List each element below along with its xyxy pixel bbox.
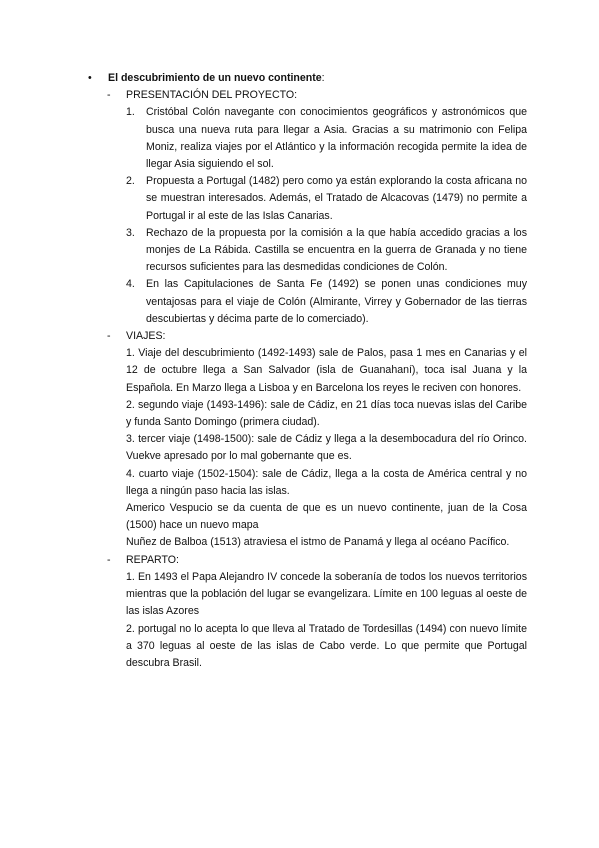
list-item	[0, 276, 599, 328]
list-item-number: 1.	[126, 106, 135, 119]
list-item-number: 3.	[126, 226, 135, 239]
list-item-text: En las Capitulaciones de Santa Fe (1492) se ponen unas condiciones muy ventajosas para el viaje de Colón (Almirante, Virrey y Gobernador de las tierras descubiertas y décima parte de lo comerciado).	[146, 278, 527, 325]
paragraph: 2. portugal no lo acepta lo que lleva al Tratado de Tordesillas (1494) con nuevo límite a 370 leguas al oeste de las islas de Cabo verde. Lo que permite que Portugal descubra Brasil.	[126, 622, 527, 669]
subheading-reparto	[0, 552, 599, 569]
presentacion-list	[0, 104, 599, 328]
paragraph: 1. En 1493 el Papa Alejandro IV concede la soberanía de todos los nuevos territorios mientras que la población del lugar se evangelizara. Límite en 100 leguas al oeste de las islas Azores	[126, 570, 527, 618]
list-item-text: Propuesta a Portugal (1482) pero como ya están explorando la costa africana no se muestran interesados. Además, el Tratado de Alcacovas (1479) no permite a Portugal ir al este de las Islas Canarias.	[146, 175, 527, 222]
bullet-icon: •	[88, 72, 92, 84]
dash-marker: -	[107, 330, 111, 343]
list-item-number: 2.	[126, 175, 135, 188]
paragraph: Americo Vespucio se da cuenta de que es un nuevo continente, juan de la Cosa (1500) hace un nuevo mapa	[126, 502, 527, 532]
dash-marker: -	[107, 553, 111, 566]
list-item	[0, 104, 599, 173]
document-content	[0, 70, 599, 672]
main-bullet	[0, 70, 599, 87]
subheading-text: VIAJES:	[126, 330, 166, 343]
paragraph: 2. segundo viaje (1493-1496): sale de Cádiz, en 21 días toca nuevas islas del Caribe y funda Santo Domingo (primera ciudad).	[126, 398, 527, 429]
paragraph: 3. tercer viaje (1498-1500): sale de Cádiz y llega a la desembocadura del río Orinco. Vuekve apresado por lo mal gobernante que es.	[126, 433, 527, 463]
paragraph: 4. cuarto viaje (1502-1504): sale de Cádiz, llega a la costa de América central y no llega a ningún paso hacia las islas.	[126, 467, 527, 497]
subheading-text: PRESENTACIÓN DEL PROYECTO:	[126, 89, 298, 102]
section-title: El descubrimiento de un nuevo continente	[108, 72, 322, 84]
paragraph: Nuñez de Balboa (1513) atraviesa el istmo de Panamá y llega al océano Pacífico.	[126, 536, 510, 549]
paragraph: 1. Viaje del descubrimiento (1492-1493) sale de Palos, pasa 1 mes en Canarias y el 12 de octubre llega a San Salvador (isla de Guanahaní), toca isal Juana y la Española. En Marzo llega a Lisboa y en Barcelona los reyes le reciven con honores.	[126, 347, 527, 394]
dash-marker: -	[107, 89, 111, 102]
list-item-text: Cristóbal Colón navegante con conocimientos geográficos y astronómicos que busca una nueva ruta para llegar a Asia. Gracias a su matrimonio con Felipa Moniz, realiza viajes por el Atlántico y la información recogida permite la idea de llegar Asia siguiendo el sol.	[146, 106, 527, 171]
subheading-presentacion	[0, 87, 599, 104]
list-item	[0, 225, 599, 277]
list-item	[0, 173, 599, 225]
list-item-number: 4.	[126, 278, 135, 291]
list-item-text: Rechazo de la propuesta por la comisión a la que había accedido gracias a los monjes de La Rábida. Castilla se encuentra en la guerra de Granada y no tiene recursos suficientes para las desmedidas condiciones de Colón.	[146, 226, 527, 274]
subheading-viajes	[0, 328, 599, 345]
subheading-text: REPARTO:	[126, 553, 179, 566]
title-colon: :	[321, 72, 325, 84]
